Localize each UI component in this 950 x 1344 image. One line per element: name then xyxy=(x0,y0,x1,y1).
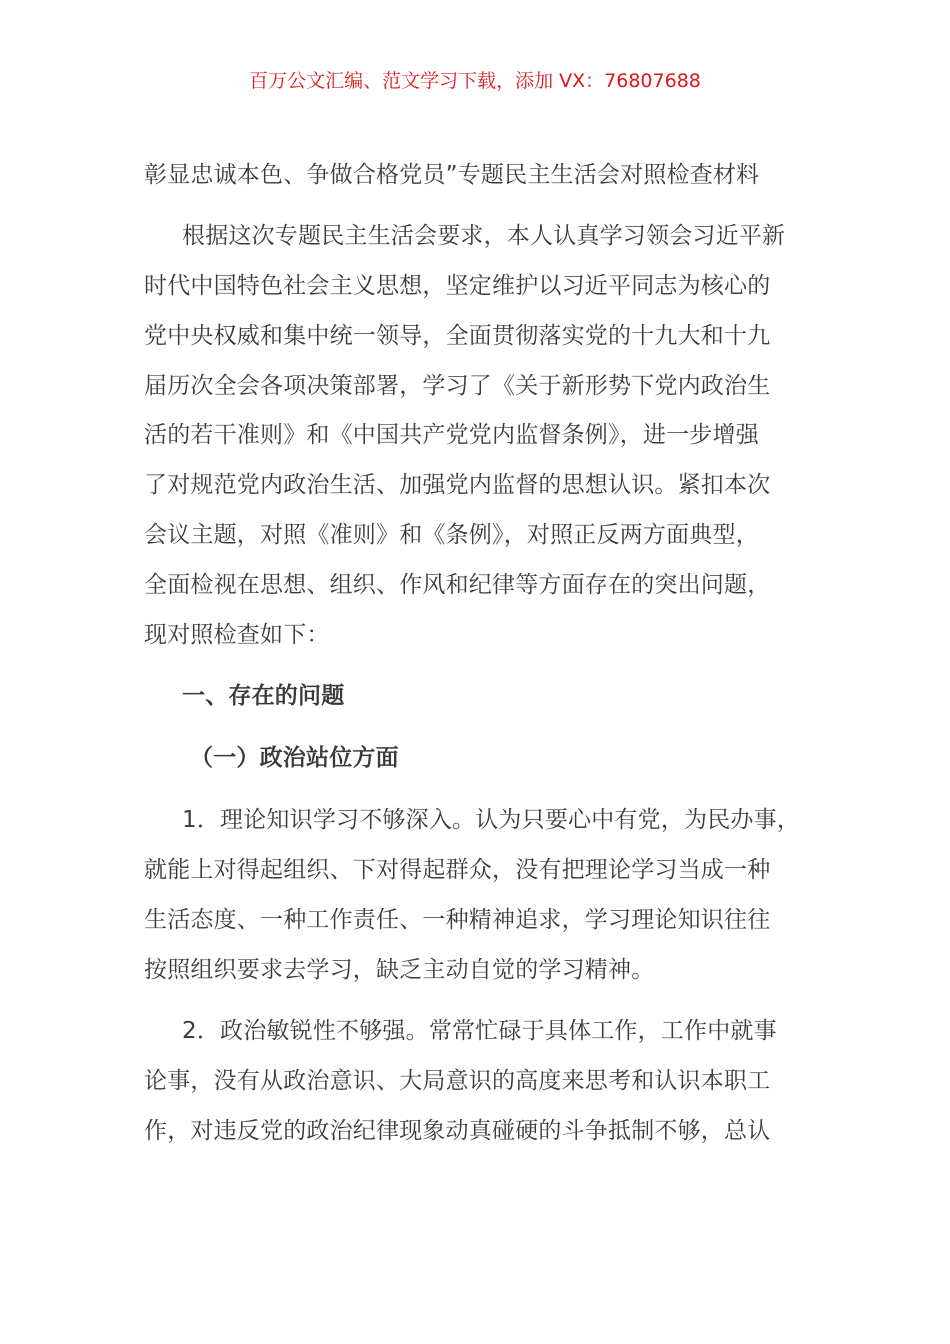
text-line: 作，对违反党的政治纪律现象动真碰硬的斗争抵制不够，总认 xyxy=(144,1118,771,1144)
text-line: 全面检视在思想、组织、作风和纪律等方面存在的突出问题， xyxy=(144,572,771,598)
text-line: 根据这次专题民主生活会要求，本人认真学习领会习近平新 xyxy=(182,223,786,249)
text-line: 了对规范党内政治生活、加强党内监督的思想认识。紧扣本次 xyxy=(144,472,771,498)
section-heading: 一、存在的问题 xyxy=(182,683,345,709)
text-line: 就能上对得起组织、下对得起群众，没有把理论学习当成一种 xyxy=(144,857,771,883)
text-line: 会议主题，对照《准则》和《条例》，对照正反两方面典型， xyxy=(144,522,759,548)
document-title: 彰显忠诚本色、争做合格党员”专题民主生活会对照检查材料 xyxy=(144,162,760,188)
text-line: 活的若干准则》和《中国共产党党内监督条例》，进一步增强 xyxy=(144,422,759,448)
text-line: 2．政治敏锐性不够强。常常忙碌于具体工作，工作中就事 xyxy=(182,1018,777,1044)
subsection-heading: （一）政治站位方面 xyxy=(190,745,399,771)
watermark-banner: 百万公文汇编、范文学习下载，添加 VX：76807688 xyxy=(249,70,701,92)
text-line: 按照组织要求去学习，缺乏主动自觉的学习精神。 xyxy=(144,957,655,983)
text-line: 生活态度、一种工作责任、一种精神追求，学习理论知识往往 xyxy=(144,907,771,933)
text-line: 党中央权威和集中统一领导，全面贯彻落实党的十九大和十九 xyxy=(144,323,771,349)
text-line: 届历次全会各项决策部署，学习了《关于新形势下党内政治生 xyxy=(144,373,771,399)
text-line: 时代中国特色社会主义思想，坚定维护以习近平同志为核心的 xyxy=(144,273,771,299)
text-line: 现对照检查如下： xyxy=(144,622,330,648)
text-line: 论事，没有从政治意识、大局意识的高度来思考和认识本职工 xyxy=(144,1068,771,1094)
text-line: 1．理论知识学习不够深入。认为只要心中有党，为民办事， xyxy=(182,807,801,833)
